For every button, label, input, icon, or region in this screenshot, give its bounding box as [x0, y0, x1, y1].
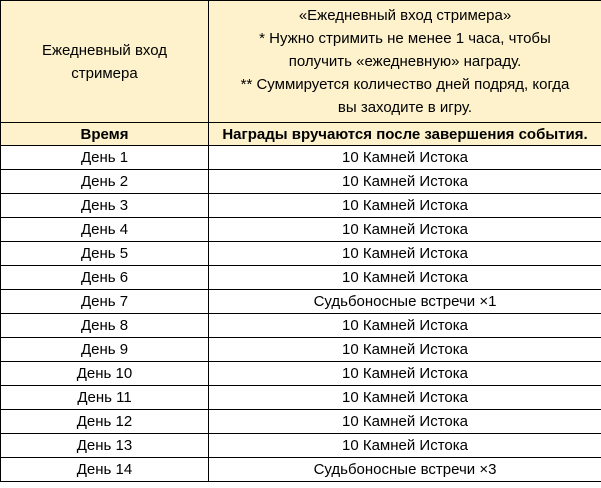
reward-cell: 10 Камней Истока — [209, 410, 601, 434]
reward-cell: 10 Камней Истока — [209, 146, 601, 170]
table-row — [1, 338, 601, 362]
table-row — [1, 458, 601, 482]
event-info-line: вы заходите в игру. — [337, 99, 473, 116]
event-info-line: ** Суммируется количество дней подряд, когда — [240, 76, 570, 93]
reward-cell: 10 Камней Истока — [209, 362, 601, 386]
reward-cell: 10 Камней Истока — [209, 266, 601, 290]
reward-cell: Судьбоносные встречи ×3 — [209, 458, 601, 482]
event-info-line: * Нужно стримить не менее 1 часа, чтобы — [259, 30, 551, 47]
rewards-column-header: Награды вручаются после завершения события. — [209, 123, 601, 146]
reward-cell: 10 Камней Истока — [209, 242, 601, 266]
reward-cell: 10 Камней Истока — [209, 434, 601, 458]
reward-cell: 10 Камней Истока — [209, 194, 601, 218]
event-info-line: «Ежедневный вход стримера» — [298, 7, 512, 24]
day-cell: День 14 — [1, 458, 209, 482]
event-info-line: получить «ежедневную» награду. — [288, 53, 522, 70]
table-row — [1, 362, 601, 386]
day-cell: День 3 — [1, 194, 209, 218]
day-cell: День 1 — [1, 146, 209, 170]
day-cell: День 2 — [1, 170, 209, 194]
table-row — [1, 170, 601, 194]
day-cell: День 11 — [1, 386, 209, 410]
reward-cell: 10 Камней Истока — [209, 338, 601, 362]
reward-cell: 10 Камней Истока — [209, 170, 601, 194]
table-row — [1, 290, 601, 314]
table-row — [1, 242, 601, 266]
day-cell: День 4 — [1, 218, 209, 242]
event-info-cell — [209, 1, 601, 123]
reward-cell: 10 Камней Истока — [209, 218, 601, 242]
day-cell: День 7 — [1, 290, 209, 314]
table-row — [1, 434, 601, 458]
table-row — [1, 194, 601, 218]
table-row — [1, 146, 601, 170]
column-header-row — [1, 123, 601, 146]
time-column-header: Время — [1, 123, 209, 146]
day-cell: День 10 — [1, 362, 209, 386]
day-cell: День 9 — [1, 338, 209, 362]
table-row — [1, 266, 601, 290]
event-title-cell — [1, 1, 209, 123]
day-cell: День 6 — [1, 266, 209, 290]
reward-cell: Судьбоносные встречи ×1 — [209, 290, 601, 314]
table-row — [1, 386, 601, 410]
event-title-row — [1, 1, 601, 123]
event-title-line-1: Ежедневный вход — [41, 41, 168, 59]
day-cell: День 13 — [1, 434, 209, 458]
reward-cell: 10 Камней Истока — [209, 314, 601, 338]
table-row — [1, 314, 601, 338]
day-cell: День 5 — [1, 242, 209, 266]
day-cell: День 12 — [1, 410, 209, 434]
reward-cell: 10 Камней Истока — [209, 386, 601, 410]
table-row — [1, 410, 601, 434]
table-row — [1, 218, 601, 242]
day-cell: День 8 — [1, 314, 209, 338]
event-title-line-2: стримера — [71, 64, 138, 82]
